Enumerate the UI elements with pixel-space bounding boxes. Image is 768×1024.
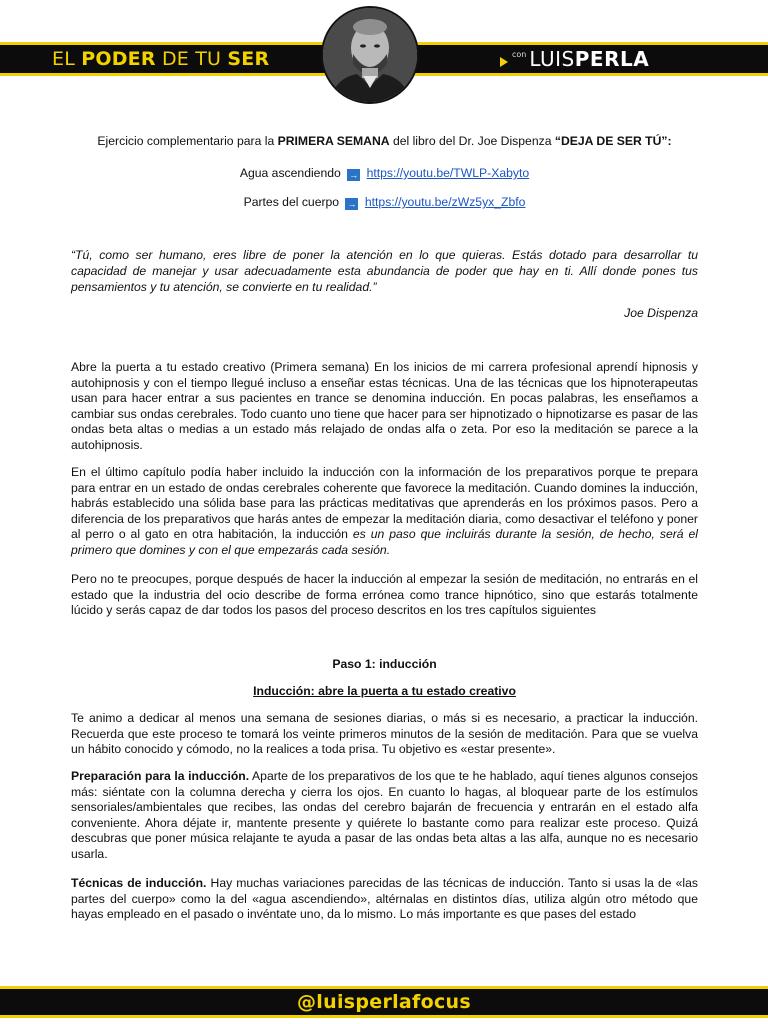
youtube-link-agua-ascendiendo[interactable]: https://youtu.be/TWLP-Xabyto [366,166,530,180]
footer-social-handle: @luisperlafocus [297,991,471,1013]
link-line-partes-del-cuerpo [71,195,698,210]
quote-author: Joe Dispenza [624,306,698,320]
play-icon [500,57,508,67]
paragraph-1: Abre la puerta a tu estado creativo (Primera semana) En los inicios de mi carrera profesional aprendí hipnosis y autohipnosis y con el tiempo llegué incluso a enseñar estas técnicas. Una de las técnicas que los hipnoterapeutas usan para hacer entrar a sus pacientes en trance se denomina inducción. En pocas palabras, les enseñamos a cambiar sus ondas cerebrales. Todo cuanto uno tiene que hacer para ser hipnotizado o hipnotizarse es pasar de las ondas beta altas o medias a un estado más relajado de ondas alfa o zeta. Por eso la meditación se parece a la autohipnosis. [71,360,698,452]
link-label: Agua ascendiendo [239,166,345,180]
youtube-link-partes-del-cuerpo[interactable]: https://youtu.be/zWz5yx_Zbfo [364,195,526,209]
paragraph-5 [71,769,698,863]
link-line-agua-ascendiendo [71,166,698,181]
paragraph-6 [71,876,698,923]
link-label: Partes del cuerpo [243,195,343,209]
paragraph-6-lead: Técnicas de inducción. [71,876,207,890]
intro-prefix: Ejercicio complementario para la [97,134,278,148]
quote-text: “Tú, como ser humano, eres libre de poner la atención en lo que quieras. Estás dotado para desarrollar tu capacidad de manejar y usar adecuadamente esta abundancia de poder que hay en ti. Allí donde pones tus pensamientos y tu atención, se convierte en tu realidad.” [71,248,698,294]
paragraph-5-text: Aparte de los preparativos de los que te he hablado, aquí tienes algunos consejos más: siéntate con la columna derecha y cierra los ojos. En cuanto lo hagas, al bloquear parte de los estímulos sensoriales/ambientales que recibes, las ondas del cerebro bajarán de frecuencia y entrarán en el estado alfa conveniente. Ahora déjate ir, mantente presente y quiérete lo bastante como para realizar este proceso. Quizá descubras que poner música relajante te ayuda a pasar de las ondas beta altas a las alfa, aunque no es necesario usarla. [71,769,698,861]
brand-perla-text: PERLA [574,47,650,71]
footer-band [0,986,768,1018]
paragraph-4: Te animo a dedicar al menos una semana de sesiones diarias, o más si es necesario, a practicar la inducción. Recuerda que este proceso te tomará los veinte primeros minutos de la sesión de meditación. Para que se vuelva un hábito conocido y cómodo, no la realices a toda prisa. Tu objetivo es «estar presente». [71,711,698,757]
brand-left-part-2: PODER [81,48,156,70]
sub-heading [71,684,698,698]
intro-middle: del libro del Dr. Joe Dispenza [389,134,555,148]
intro-book-title: “DEJA DE SER TÚ”: [554,134,672,148]
brand-left-part-3: DE TU [155,48,228,70]
brand-left-part-4: SER [227,48,270,70]
arrow-right-icon: → [349,170,359,180]
intro-week: PRIMERA SEMANA [277,134,390,148]
brand-left-part-1: EL [52,48,82,70]
paragraph-6-text: Hay muchas variaciones parecidas de las técnicas de inducción. Tanto si usas la de «las partes del cuerpo» como la del «agua ascendiendo», altérnalas en distintos días, utiliza algún otro método que hayas empleado en el pasado o invéntate uno, da lo mismo. Lo más importante es que pases del estado [71,876,698,922]
paragraph-2-text: En el último capítulo podía haber incluido la inducción con la información de los preparativos porque te prepara para entrar en un estado de ondas cerebrales coherente que favorece la meditación. Cuando domines la inducción, habrás establecido una sólida base para las prácticas meditativas que aprenderás en los próximos pasos. Pero a diferencia de los preparativos que harás antes de empezar la meditación diaria, como desactivar el teléfono y poner al perro o al gato en otra habitación, la inducción [71,465,698,542]
author-portrait-avatar [321,6,419,104]
brand-logo-el-poder-de-tu-ser [52,45,269,73]
step-heading: Paso 1: inducción [332,657,437,671]
paragraph-5-lead: Preparación para la inducción. [71,769,250,783]
sub-heading-text: Inducción: abre la puerta a tu estado creativo [253,684,516,698]
paragraph-2-italic: es un paso que incluirás durante la sesión, de hecho, será el primero que domines y con el que empezarás cada sesión. [71,527,698,557]
brand-logo-con-luis-perla [500,45,649,73]
arrow-right-icon: → [347,199,357,209]
intro-line [71,134,698,148]
paragraph-3: Pero no te preocupes, porque después de hacer la inducción al empezar la sesión de meditación, no entrarás en el estado que la industria del ocio describe de forma errónea como trance hipnótico, sino que estarás totalmente lúcido y serás capaz de dar todos los pasos del proceso descritos en los tres capítulos siguientes [71,572,698,618]
brand-luis-text: LUIS [529,47,575,71]
paragraph-2 [71,465,698,559]
brand-con-text: con [512,50,527,59]
